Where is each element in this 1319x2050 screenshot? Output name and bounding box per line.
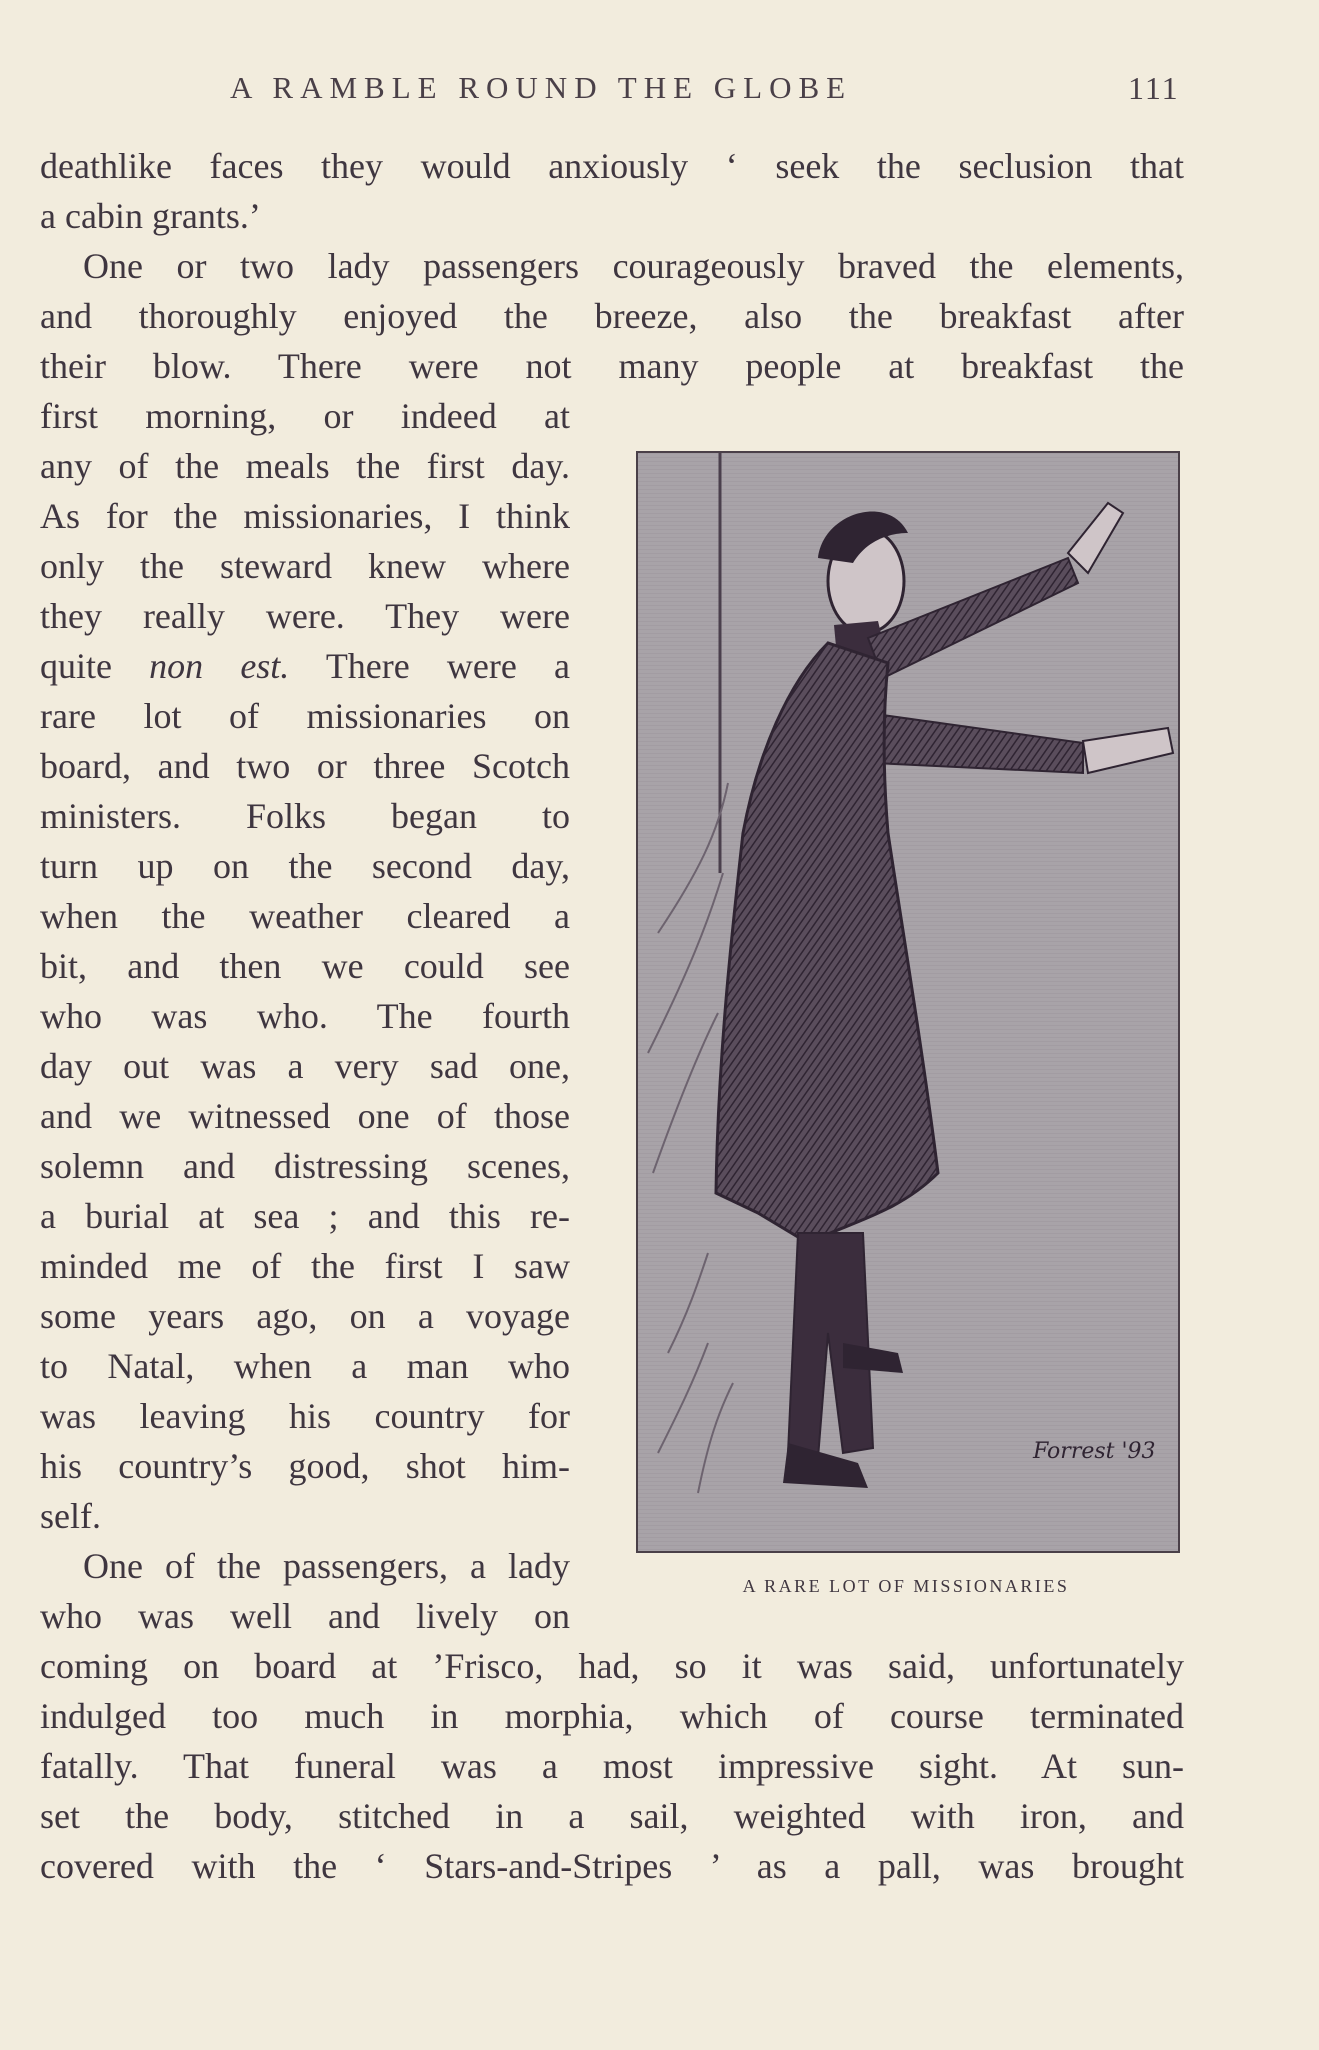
svg-text:Forrest '93: Forrest '93 (1033, 1439, 1156, 1464)
text-line: who was who. The fourth (40, 996, 570, 1036)
text-line: to Natal, when a man who (40, 1346, 570, 1386)
text-line: was leaving his country for (40, 1396, 570, 1436)
text-line: ministers. Folks began to (40, 796, 570, 836)
text-line: bit, and then we could see (40, 946, 570, 986)
paragraph-start: One or two lady passengers courageously braved the elements, (83, 246, 1184, 286)
text-line: and thoroughly enjoyed the breeze, also the breakfast after (40, 296, 1184, 336)
paragraph-start: One of the passengers, a lady (83, 1546, 570, 1586)
text-line: who was well and lively on (40, 1596, 570, 1636)
text-line: self. (40, 1496, 101, 1536)
text-run: There were a (289, 646, 570, 686)
missionary-figure-drawing (638, 453, 1178, 1551)
text-line: only the steward knew where (40, 546, 570, 586)
text-line: and we witnessed one of those (40, 1096, 570, 1136)
text-line: coming on board at ’Frisco, had, so it was said, unfortunately (40, 1646, 1184, 1686)
page-number: 111 (1128, 70, 1180, 106)
text-line: they really were. They were (40, 596, 570, 636)
text-line: any of the meals the first day. (40, 446, 570, 486)
engraving-illustration (636, 451, 1180, 1553)
text-line: As for the missionaries, I think (40, 496, 570, 536)
text-line: day out was a very sad one, (40, 1046, 570, 1086)
text-line: fatally. That funeral was a most impressive sight. At sun- (40, 1746, 1184, 1786)
text-line: their blow. There were not many people at breakfast the (40, 346, 1184, 386)
text-line: board, and two or three Scotch (40, 746, 570, 786)
text-line: a cabin grants.’ (40, 196, 261, 236)
artist-signature (1032, 1439, 1156, 1464)
text-line: set the body, stitched in a sail, weighted with iron, and (40, 1796, 1184, 1836)
text-line: turn up on the second day, (40, 846, 570, 886)
text-run: quite (40, 646, 150, 686)
text-line: some years ago, on a voyage (40, 1296, 570, 1336)
text-line: deathlike faces they would anxiously ‘ seek the seclusion that (40, 146, 1184, 186)
text-line: solemn and distressing scenes, (40, 1146, 570, 1186)
italic-phrase: non est. (149, 646, 290, 686)
text-line (40, 645, 570, 687)
text-line: a burial at sea ; and this re- (40, 1196, 570, 1236)
text-line: when the weather cleared a (40, 896, 570, 936)
text-line: his country’s good, shot him- (40, 1446, 570, 1486)
text-line: rare lot of missionaries on (40, 696, 570, 736)
running-title: A RAMBLE ROUND THE GLOBE (230, 70, 853, 105)
text-line: indulged too much in morphia, which of course terminated (40, 1696, 1184, 1736)
text-line: covered with the ‘ Stars-and-Stripes ’ as a pall, was brought (40, 1846, 1184, 1886)
figure-caption: A RARE LOT OF MISSIONARIES (742, 1576, 1070, 1596)
text-line: first morning, or indeed at (40, 396, 570, 436)
text-line: minded me of the first I saw (40, 1246, 570, 1286)
